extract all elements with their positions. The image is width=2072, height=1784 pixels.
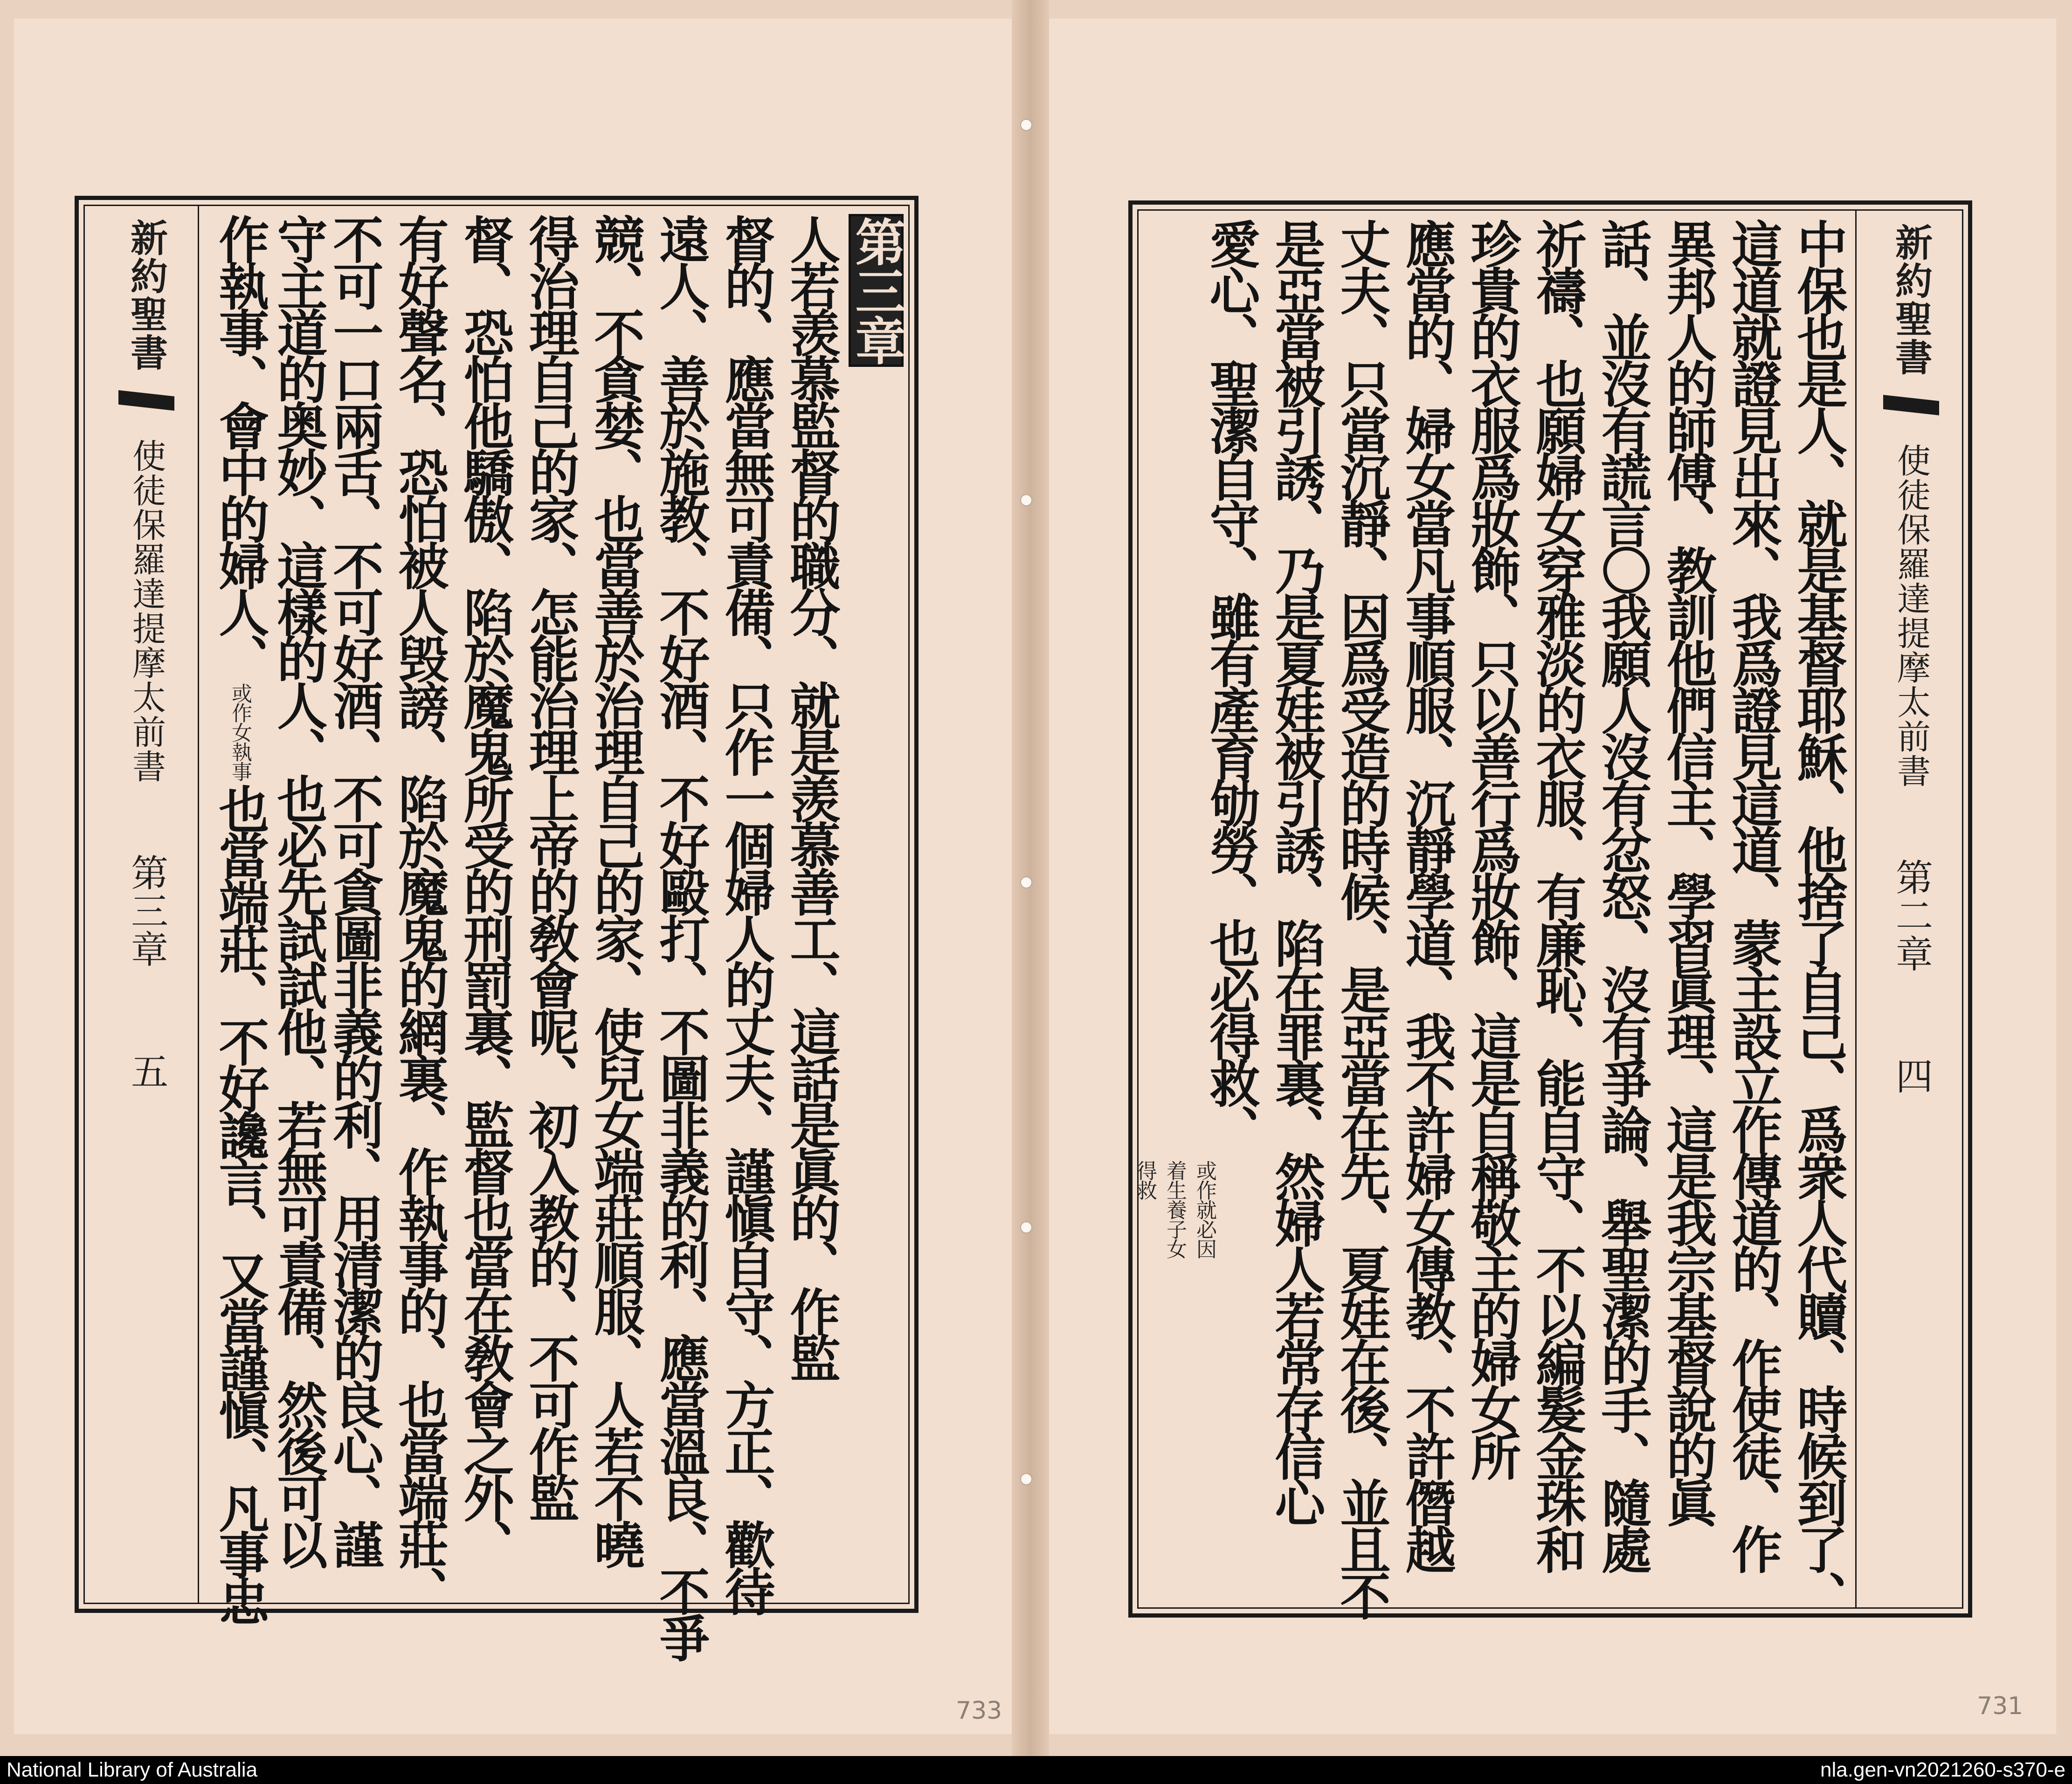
right-line-7 <box>1394 219 1459 1613</box>
left-line-3 <box>648 214 713 1659</box>
text-line: 人若羡慕監督的職分、就是羡慕善工、這話是眞的、作監 <box>781 214 840 1379</box>
chapter-heading <box>849 214 904 367</box>
left-line-8 <box>321 214 387 1609</box>
text-line: 競、不貪婪、也當善於治理自己的家、使兒女端莊順服、人若不曉 <box>586 214 644 1566</box>
right-margin-book: 使徒保羅達提摩太前書 <box>1892 443 1931 788</box>
text-line: 應當的、婦女當凡事順服、沉靜學道、我不許婦女傳教、不許僭越 <box>1397 219 1456 1570</box>
left-line-9 <box>265 214 331 1609</box>
right-margin-chapter: 第二章 <box>1889 858 1933 973</box>
left-margin-column <box>102 219 191 1609</box>
text-line: 也當端莊、不好讒言、又當謹愼、凡事忠 <box>210 784 269 1623</box>
right-line-1 <box>1785 219 1851 1617</box>
left-margin-book: 使徒保羅達提摩太前書 <box>127 439 166 784</box>
right-line-5 <box>1524 219 1589 1613</box>
right-line-9 <box>1263 219 1328 1613</box>
text-line: 得治理自己的家、怎能治理上帝的敎會呢、初入教的、不可作監 <box>520 214 579 1519</box>
text-line: 珍貴的衣服爲妝飾、只以善行爲妝飾、這是自稱敬主的婦女所 <box>1462 219 1521 1477</box>
text-line: 話、並沒有謊言〇我願人沒有忿怒、沒有爭論、舉聖潔的手、隨處 <box>1593 219 1651 1570</box>
left-margin-divider <box>198 205 199 1604</box>
left-line-4 <box>582 214 648 1609</box>
left-chapter-column <box>843 214 909 1609</box>
left-line-10 <box>207 214 272 1623</box>
right-line-2 <box>1720 219 1785 1613</box>
right-note-column <box>1133 1160 1216 1613</box>
text-line: 有好聲名、恐怕被人毁謗、陷於魔鬼的網裏、作執事的、也當端莊、 <box>390 214 449 1612</box>
text-line: 守主道的奥妙、這樣的人、也必先試試他、若無可責備、然後可以 <box>269 214 327 1566</box>
binding-hole <box>1020 1473 1032 1485</box>
right-line-10 <box>1198 219 1263 1613</box>
left-margin-chapter: 第三章 <box>124 854 168 968</box>
right-margin-divider <box>1855 209 1857 1609</box>
text-line: 作執事、會中的婦人、 <box>210 214 269 680</box>
left-text-frame <box>75 196 919 1659</box>
left-pencil-mark: 733 <box>956 1697 1002 1725</box>
left-margin-title: 新約聖書 <box>124 219 168 372</box>
text-line: 異邦人的師傅、教訓他們信主、學習眞理、這是我宗基督說的眞 <box>1658 219 1717 1524</box>
text-line: 遠人、善於施教、不好酒、不好毆打、不圖非義的利、應當溫良、不爭 <box>651 214 710 1659</box>
right-line-6 <box>1459 219 1524 1613</box>
left-line-5 <box>517 214 582 1609</box>
fishtail-mark <box>118 390 174 411</box>
binding-hole <box>1020 1221 1032 1233</box>
left-margin-page-number: 五 <box>124 1052 168 1090</box>
left-line-6 <box>452 214 517 1609</box>
right-pencil-mark: 731 <box>1977 1692 2024 1720</box>
text-line: 督的、應當無可責備、只作一個婦人的丈夫、謹愼自守、方正、歡待 <box>716 214 775 1612</box>
text-line: 祈禱、也願婦女穿雅淡的衣服、有廉恥、能自守、不以編髮金珠和 <box>1527 219 1586 1570</box>
left-line-2 <box>713 214 778 1612</box>
left-line-1 <box>778 214 843 1609</box>
text-line: 是亞當被引誘、乃是夏娃被引誘、陷在罪裏、然婦人若常存信心 <box>1266 219 1325 1524</box>
right-margin-page-number: 四 <box>1889 1057 1933 1095</box>
right-margin-column <box>1865 223 1958 1613</box>
right-text-frame <box>1128 200 1972 1618</box>
text-line: 督、恐怕他驕傲、陷於魔鬼所受的刑罰裏、監督也當在敎會之外、 <box>455 214 514 1566</box>
interlinear-note: 或作就必因着生養子女得救 <box>1133 1160 1216 1258</box>
text-line: 愛心、聖潔自守、雖有產育劬勞、也必得救、 <box>1201 219 1260 1151</box>
text-line: 這道就證見出來、我爲證見這道、蒙主設立作傳道的、作使徒、作 <box>1723 219 1782 1570</box>
left-line-7 <box>387 214 452 1612</box>
binding-hole <box>1020 876 1032 889</box>
right-line-3 <box>1655 219 1720 1613</box>
text-line: 中保也是人、就是基督耶穌、他捨了自己、爲衆人代贖、時候到了、 <box>1789 219 1847 1617</box>
footer-library-name: National Library of Australia <box>7 1758 258 1781</box>
text-line: 不可一口兩舌、不可好酒、不可貪圖非義的利、用清潔的良心、謹 <box>325 214 383 1566</box>
footer-item-id: nla.gen-vn2021260-s370-e <box>1820 1758 2065 1781</box>
right-line-8 <box>1328 219 1394 1617</box>
right-margin-title: 新約聖書 <box>1889 223 1933 376</box>
binding-hole <box>1020 494 1032 506</box>
footer-bar <box>0 1756 2072 1784</box>
right-line-4 <box>1589 219 1655 1613</box>
text-line: 丈夫、只當沉靜、因爲受造的時候、是亞當在先、夏娃在後、並且不 <box>1332 219 1390 1617</box>
fishtail-mark <box>1883 395 1939 415</box>
chapter-heading-box: 第三章 <box>849 214 904 367</box>
binding-hole <box>1020 119 1032 131</box>
interlinear-note: 或作女執事 <box>228 683 252 781</box>
